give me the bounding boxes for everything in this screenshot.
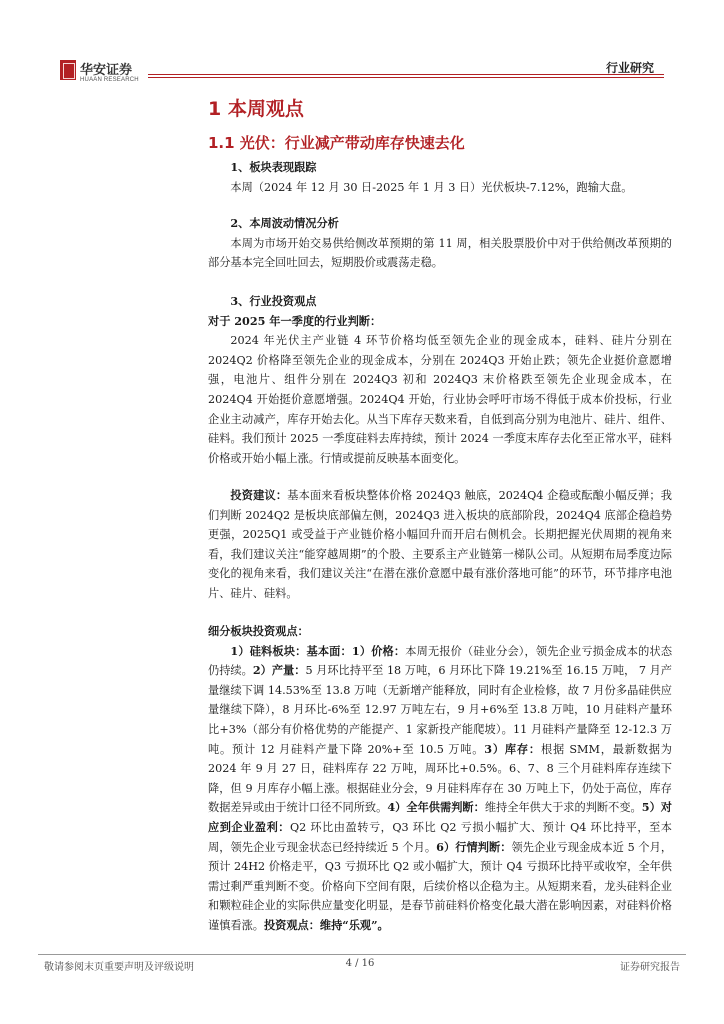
market-view-label: 6）行情判断： [436,839,512,854]
brand-name: 华安证券 [80,63,133,78]
sector-performance-title: 1、板块表现跟踪 [230,160,317,174]
report-category: 行业研究 [605,61,654,75]
footer-report-type: 证券研究报告 [620,962,680,973]
profit-text: Q2 环比由盈转亏，Q3 环比 Q2 亏损小幅扩大、预计 Q4 环比持平，至本周，领先企业亏现金状态已经持续近 5 个月。 [208,820,672,854]
supply-demand-text: 维持全年供大于求的判断不变。 [484,801,642,815]
investment-rating: 投资观点：维持“乐观”。 [263,917,389,932]
investment-advice-text: 基本面来看板块整体价格 2024Q3 触底，2024Q4 企稳或酝酿小幅反弹；我们判断 2024Q2 是板块底部偏左侧，2024Q3 进入板块的底部阶段，2024Q4 底部企稳趋势更强，2025Q1 或受益于产业链价格小幅回升而开启右侧机会。长期把握光伏周期的视角来看，我们建议关注“能穿越周期”的个股、主要系主产业链第一梯队公司。从短期布局季度边际变化的视角来看，我们建议关注“在潜在涨价意愿中最有涨价落地可能”的环节，环节排序电池片、硅片、硅料。 [208,489,672,600]
volatility-analysis-title: 2、本周波动情况分析 [230,216,339,230]
brand-seal-icon [60,60,76,80]
polysilicon-output-text: 5 月环比持平至 18 万吨，6 月环比下降 19.21%至 16.15 万吨， 7 月产量继续下调 14.53%至 13.8 万吨（无新增产能释放，同时有企业检修，故 7 月份多晶硅供应量继续下降），8 月环比-6%至 12.97 万吨左右，9 月+6%至 13.8 万吨，10 月硅料产量环比+3%（部分有价格优势的产能提产、1 家新投产能爬坡）。11 月硅料产量降至 12-12.3 万吨。预计 12 月硅料产量下降 20%+至 10.5 万吨。 [208,664,672,756]
polysilicon-paragraph [208,642,672,936]
polysilicon-price-text: 本周无报价（硅业分会），领先企业亏损金成本的状态仍持续。 [208,644,673,678]
footer-rule [38,954,686,955]
header-rule [148,74,664,75]
polysilicon-inventory-label: 3）库存： [484,741,541,756]
supply-demand-label: 4）全年供需判断： [387,800,485,815]
subsection-heading: 1.1 光伏：行业减产带动库存快速去化 [208,134,465,152]
profit-label: 5）对应到企业盈利： [208,800,672,834]
sector-performance-text: 本周（2024 年 12 月 30 日-2025 年 1 月 3 日）光伏板块-7.12%，跑输大盘。 [230,180,633,194]
header-rule-thin [148,77,664,78]
volatility-analysis-text: 本周为市场开始交易供给侧改革预期的第 11 周，相关股票股价中对于供给侧改革预期的部分基本完全回吐回去，短期股价或震荡走稳。 [208,236,672,270]
investment-advice-label: 投资建议： [230,488,288,502]
investment-view-title: 3、行业投资观点 [230,294,317,308]
polysilicon-inventory-text: 根据 SMM，最新数据为 2024 年 9 月 27 日，硅料库存 22 万吨，周环比+0.5%。6、7、8 三个月硅料库存连续下降，但 9 月库存小幅上涨。根据硅业分会，9 月硅料库存在 30 万吨上下，仍处于高位，库存数据差异或由于统计口径不同所致。 [208,742,672,815]
investment-view-block [208,292,672,468]
subsector-view-title: 细分板块投资观点： [208,624,309,638]
page-header [0,0,724,83]
section-heading: 1 本周观点 [208,98,304,120]
q1-judgement-title: 对于 2025 年一季度的行业判断： [208,313,382,328]
brand-name-en: HUAAN RESEARCH [80,77,139,83]
footer-disclaimer: 敬请参阅末页重要声明及评级说明 [44,962,194,973]
subsector-view-block [208,622,672,936]
market-view-text: 领先企业亏现金成本近 5 个月，预计 24H2 价格走平，Q3 亏损环比 Q2 或小幅扩大，预计 Q4 亏损环比持平或收窄，全年供需过剩严重判断不变。价格向下空间有限，后续价格以企稳为主。从短期来看，龙头硅料企业和颗粒硅企业的实际供应量变化明显，是春节前硅料价格变化最大潜在影响因素，对硅料价格谨慎看涨。 [208,840,673,932]
polysilicon-output-label: 2）产量： [252,663,306,678]
polysilicon-price-label: 1）硅料板块：基本面：1）价格： [230,643,406,658]
volatility-analysis-block [208,214,672,273]
q1-judgement-text: 2024 年光伏主产业链 4 环节价格均低至领先企业的现金成本，硅料、硅片分别在 2024Q2 价格降至领先企业的现金成本，分别在 2024Q3 开始止跌；领先企业挺价意愿增强，电池片、组件分别在 2024Q3 初和 2024Q3 末价格跌至领先企业现金成本，在 2024Q4 开始挺价意愿增强。2024Q4 开始，行业协会呼吁市场不得低于成本价投标，行业企业主动减产，库存开始去化。从当下库存天数来看，自低到高分别为电池片、硅片、组件、硅料。我们预计 2025 一季度硅料去库持续，预计 2024 一季度末库存去化至正常水平，硅料价格或开始小幅上涨。行情或提前反映基本面变化。 [208,334,672,465]
investment-advice-block [208,486,672,604]
sector-performance-block [208,158,672,197]
page-number: 4 / 16 [345,958,375,969]
